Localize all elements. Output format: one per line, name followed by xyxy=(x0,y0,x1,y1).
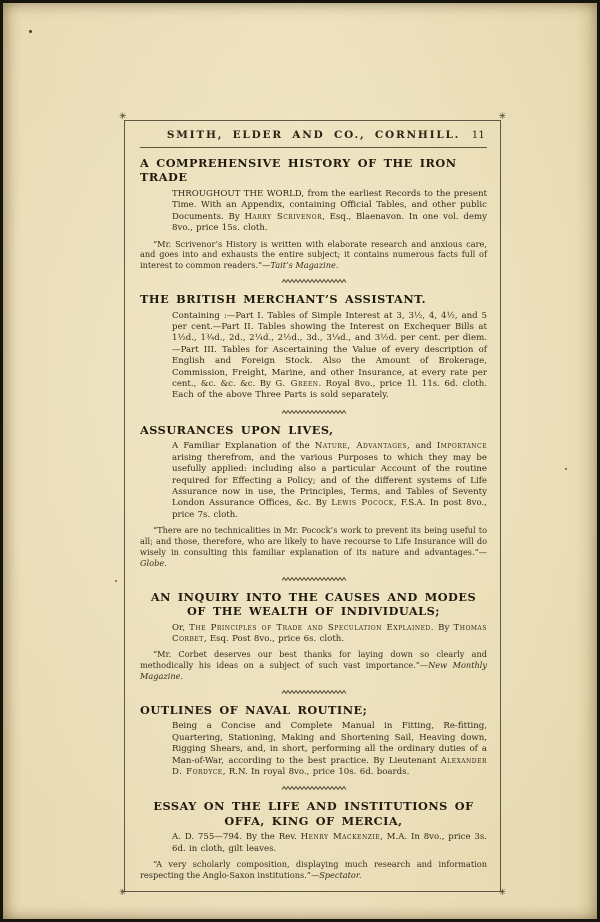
text-segment: Importance xyxy=(436,441,487,452)
section-divider xyxy=(140,785,487,791)
section-divider xyxy=(140,576,487,582)
book-description xyxy=(172,311,487,402)
book-description xyxy=(172,623,487,646)
squiggle-rule-icon xyxy=(281,278,347,284)
text-segment: arising therefrom, and the various Purposes to which they may be usefully applied: including also a particular Account of the routine required for Effecting a Policy; and of the different systems of Life Assurance now in use, the Principles, Terms, and Tables of Seventy London Assurance Offices, &c. By xyxy=(172,452,487,509)
text-segment: “A very scholarly composition, displaying much research and information respecting the Anglo-Saxon institutions.”— xyxy=(140,859,487,880)
book-title: ASSURANCES UPON LIVES, xyxy=(140,422,334,437)
text-segment: Henry Mackenzie xyxy=(300,832,381,843)
text-segment: , R.N. In royal 8vo., price 10s. 6d. boards. xyxy=(222,767,410,777)
book-listing xyxy=(140,799,487,880)
text-segment: . Royal 8vo., price 1l. 11s. 6d. cloth. Each of the above Three Parts is sold separately. xyxy=(172,379,488,401)
text-segment: Or, xyxy=(172,622,190,633)
text-segment: Thomas Corbet xyxy=(172,622,487,644)
running-header xyxy=(140,128,487,143)
squiggle-rule-icon xyxy=(281,785,347,791)
text-segment: “Mr. Scrivenor’s History is written with elaborate research and anxious care, and goes into and exhausts the entire subject; it contains numerous facts full of interest to common readers.”— xyxy=(140,238,487,271)
text-segment: Tait’s Magazine. xyxy=(270,260,339,271)
book-listing xyxy=(140,292,487,402)
book-title: ESSAY ON THE LIFE AND INSTITUTIONS OF OFFA, KING OF MERCIA, xyxy=(153,799,474,828)
text-segment: A Familiar Explanation of the xyxy=(172,441,315,452)
paper-speck xyxy=(565,468,567,470)
corner-ornament-icon: ✳ xyxy=(119,112,127,122)
text-segment: By xyxy=(434,622,454,633)
publisher-header-title: SMITH, ELDER AND CO., CORNHILL. xyxy=(166,129,461,141)
text-segment: Harry Scrivenor xyxy=(244,211,323,222)
corner-ornament-icon: ✳ xyxy=(498,112,506,122)
text-segment: Alexander D. Fordyce xyxy=(172,755,487,777)
text-segment: “Mr. Corbet deserves our best thanks for laying down so clearly and methodically his ideas on a subject of such vast importance.”— xyxy=(140,649,487,671)
book-listing xyxy=(140,156,487,271)
text-segment: G. Green xyxy=(275,379,319,390)
squiggle-rule-icon xyxy=(281,576,347,582)
text-segment: , Esq. Post 8vo., price 6s. cloth. xyxy=(203,633,345,644)
book-listing xyxy=(140,590,487,682)
book-title: THE BRITISH MERCHANT’S ASSISTANT. xyxy=(140,292,427,307)
book-description xyxy=(172,832,487,855)
book-description xyxy=(172,189,487,235)
book-description xyxy=(172,441,487,521)
text-segment: New Monthly Magazine. xyxy=(140,660,488,682)
review-quote xyxy=(140,649,487,681)
book-title: AN INQUIRY INTO THE CAUSES AND MODES OF THE WEALTH OF INDIVIDUALS; xyxy=(150,589,477,619)
review-quote xyxy=(140,239,487,271)
text-segment: Spectator. xyxy=(319,870,362,880)
text-segment: and xyxy=(410,441,437,452)
review-quote xyxy=(140,859,487,881)
section-divider xyxy=(140,409,487,415)
paper-speck xyxy=(29,30,32,33)
corner-ornament-icon: ✳ xyxy=(119,887,127,898)
text-segment: , Esq., Blaenavon. In one vol. demy 8vo., price 15s. cloth. xyxy=(172,211,487,234)
page-border-frame xyxy=(119,112,506,898)
paper-speck xyxy=(115,580,117,582)
text-segment: Being a Concise and Complete Manual in Fitting, Re-fitting, Quartering, Stationing, Making and Shortening Sail, Heaving down, Rigging Shears, and, in short, performing all the ordinary duties of a Man-of-War, according to the best practice. By Lieutenant xyxy=(172,721,487,766)
review-quote xyxy=(140,525,487,568)
book-listing xyxy=(140,703,487,779)
text-segment: A. D. 755—794. By the Rev. xyxy=(172,832,301,843)
book-title: A COMPREHENSIVE HISTORY OF THE IRON TRADE xyxy=(140,156,457,185)
squiggle-rule-icon xyxy=(281,689,347,695)
section-divider xyxy=(140,278,487,284)
text-segment: Nature, Advantages, xyxy=(314,441,411,452)
text-segment: THROUGHOUT THE WORLD, from the earliest Records to the present Time. With an Appendix, containing Official Tables, and other public Documents. By xyxy=(172,188,487,222)
text-segment: , F.S.A. In post 8vo., price 7s. cloth. xyxy=(172,498,487,520)
text-segment: , M.A. In 8vo., price 3s. 6d. in cloth, gilt leaves. xyxy=(172,832,487,854)
page-number: 11 xyxy=(471,129,485,141)
book-listing xyxy=(140,423,487,569)
text-segment: The Principles of Trade and Speculation Explained. xyxy=(189,622,434,633)
header-rule xyxy=(140,147,487,148)
book-title: OUTLINES OF NAVAL ROUTINE; xyxy=(140,702,368,717)
text-segment: Containing :—Part I. Tables of Simple Interest at 3, 3½, 4, 4½, and 5 per cent.—Part II. Tables showing the Interest on Exchequer Bills at 1½d., 1¾d., 2d., 2¼d., 2½d., 3d., 3¼d., and 3½d. per cent. per diem.—Part III. Tables for Ascertaining the Value of every description of English and Foreign Stock. Also the Amount of Brokerage, Commission, Freight, Marine, and other Insurance, at every rate per cent., &c. &c. &c. By xyxy=(172,310,487,390)
text-segment: Globe. xyxy=(140,557,167,568)
section-divider xyxy=(140,689,487,695)
text-segment: “There are no technicalities in Mr. Pocock’s work to prevent its being useful to all; and those, therefore, who are likely to have recourse to Life Insurance will do wisely in consulting this familiar explanation of its nature and advantages.”— xyxy=(140,525,487,557)
squiggle-rule-icon xyxy=(281,409,347,415)
book-listings xyxy=(140,156,487,881)
text-segment: Lewis Pocock xyxy=(331,498,394,509)
book-description xyxy=(172,721,487,778)
corner-ornament-icon: ✳ xyxy=(498,887,506,898)
